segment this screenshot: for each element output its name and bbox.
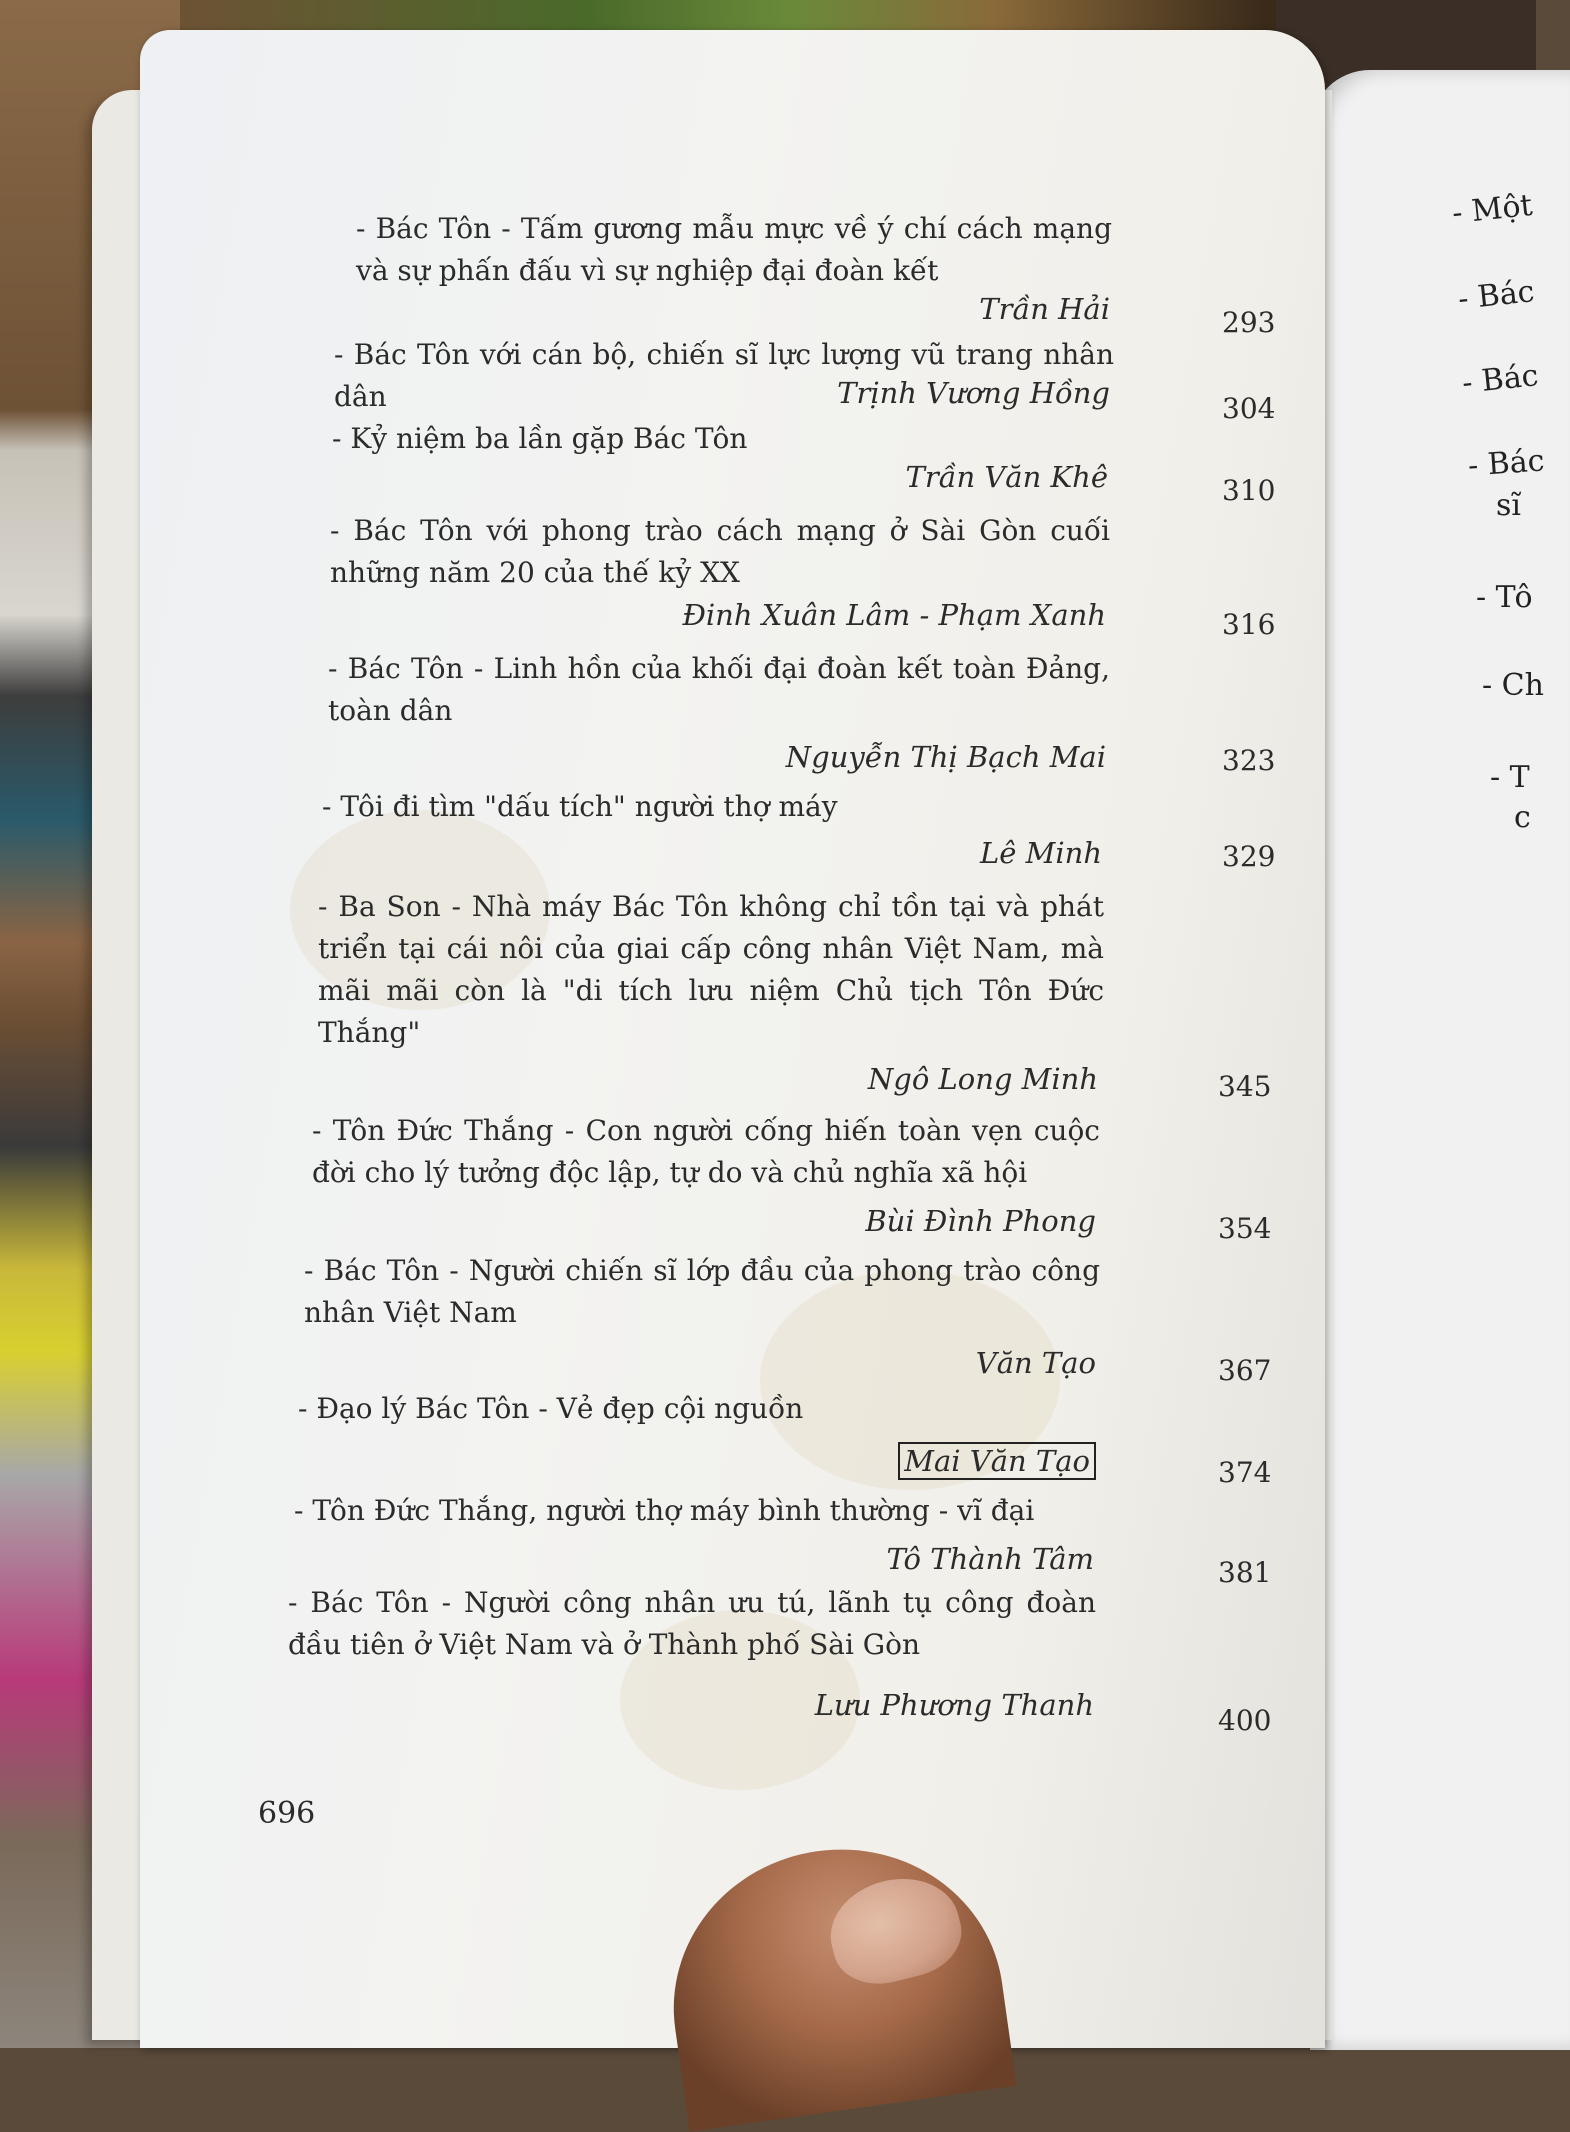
right-page-fragment: - Tô	[1476, 580, 1533, 615]
toc-entry-page: 323	[1222, 744, 1276, 777]
toc-entry-author: Ngô Long Minh	[867, 1062, 1098, 1096]
toc-entry-page: 374	[1218, 1456, 1272, 1489]
toc-entry-page: 367	[1218, 1354, 1272, 1387]
toc-entry-title: - Đạo lý Bác Tôn - Vẻ đẹp cội nguồn	[298, 1392, 804, 1425]
right-page-fragment: - T	[1490, 760, 1530, 795]
right-page-fragment: - Một	[1450, 187, 1535, 232]
toc-entry-author: Trần Văn Khê	[905, 460, 1108, 494]
toc-entry-title: - Bác Tôn - Người công nhân ưu tú, lãnh tụ công đoàn đầu tiên ở Việt Nam và ở Thành phố Sài Gòn	[288, 1586, 1096, 1661]
right-page-fragment: c	[1514, 800, 1531, 835]
toc-entry-author: Trịnh Vương Hồng	[837, 376, 1110, 410]
page-number: 696	[258, 1796, 316, 1831]
right-facing-page	[1310, 70, 1570, 2050]
toc-entry-title: - Kỷ niệm ba lần gặp Bác Tôn	[332, 422, 748, 455]
toc-entry-author: Trần Hải	[979, 292, 1110, 326]
toc-entry-title: - Bác Tôn - Tấm gương mẫu mực về ý chí cách mạng và sự phấn đấu vì sự nghiệp đại đoàn kết	[356, 212, 1112, 287]
right-page-fragment: - Bác	[1460, 358, 1541, 401]
right-page-fragment: - Ch	[1482, 668, 1544, 703]
toc-entry-title: - Bác Tôn - Người chiến sĩ lớp đầu của phong trào công nhân Việt Nam	[304, 1254, 1100, 1329]
toc-entry-title: - Ba Son - Nhà máy Bác Tôn không chỉ tồn tại và phát triển tại cái nôi của giai cấp công nhân Việt Nam, mà mãi mãi còn là "di tích lưu niệm Chủ tịch Tôn Đức Thắng"	[318, 890, 1104, 1049]
toc-entry-author: Lưu Phương Thanh	[814, 1688, 1094, 1722]
toc-entry-title: - Tôn Đức Thắng - Con người cống hiến toàn vẹn cuộc đời cho lý tưởng độc lập, tự do và chủ nghĩa xã hội	[312, 1114, 1100, 1189]
toc-entry-author: Văn Tạo	[975, 1346, 1096, 1380]
toc-entry-title: - Bác Tôn với phong trào cách mạng ở Sài Gòn cuối những năm 20 của thế kỷ XX	[330, 514, 1110, 589]
toc-entry-title: - Tôn Đức Thắng, người thợ máy bình thường - vĩ đại	[294, 1494, 1035, 1527]
toc-entry-page: 381	[1218, 1556, 1272, 1589]
toc-entry-page: 310	[1222, 474, 1276, 507]
toc-entry-page: 304	[1222, 392, 1276, 425]
right-page-fragment: - Bác	[1466, 443, 1546, 484]
toc-entry-author: Nguyễn Thị Bạch Mai	[785, 740, 1106, 774]
right-page-fragment: sĩ	[1496, 488, 1521, 523]
toc-entry-author-highlighted: Mai Văn Tạo	[898, 1442, 1096, 1480]
toc-entry-author: Đinh Xuân Lâm - Phạm Xanh	[682, 598, 1106, 632]
toc-entry-author: Bùi Đình Phong	[865, 1204, 1096, 1238]
toc-entry-page: 400	[1218, 1704, 1272, 1737]
toc-entry-title: - Bác Tôn - Linh hồn của khối đại đoàn kết toàn Đảng, toàn dân	[328, 652, 1110, 727]
toc-entry-title: - Bác Tôn với cán bộ, chiến sĩ lực lượng vũ trang nhân dân	[334, 338, 1114, 413]
toc-entry-author: Lê Minh	[980, 836, 1102, 870]
toc-entry-page: 354	[1218, 1212, 1272, 1245]
toc-entry-page: 316	[1222, 608, 1276, 641]
right-page-fragment: - Bác	[1456, 274, 1537, 317]
toc-entry-title: - Tôi đi tìm "dấu tích" người thợ máy	[322, 790, 838, 823]
toc-entry-page: 329	[1222, 840, 1276, 873]
toc-entry-author: Tô Thành Tâm	[886, 1542, 1094, 1576]
toc-entry-page: 293	[1222, 306, 1276, 339]
toc-entry-page: 345	[1218, 1070, 1272, 1103]
